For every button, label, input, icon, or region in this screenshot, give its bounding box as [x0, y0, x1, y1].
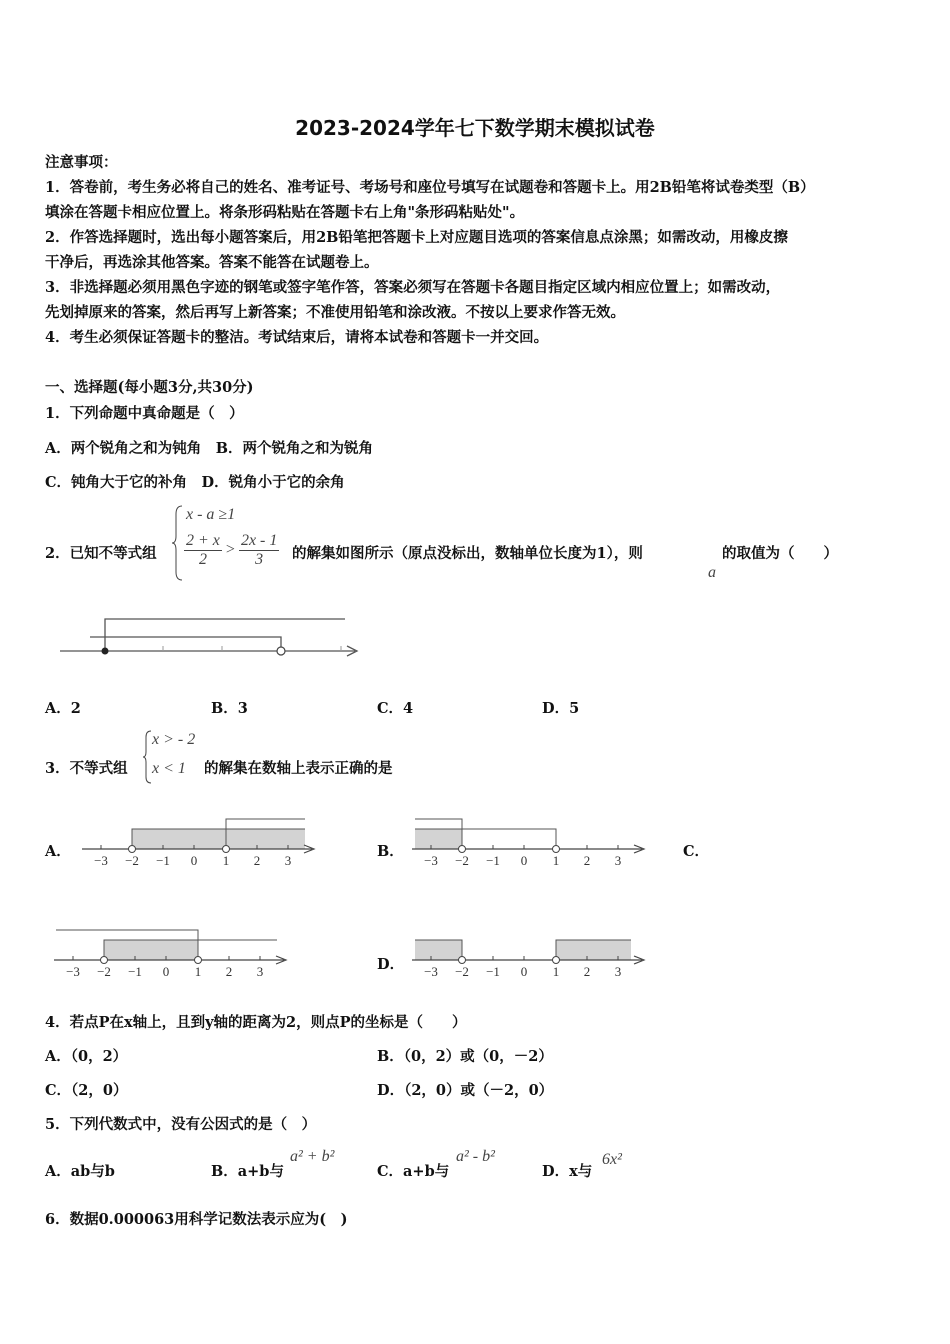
- tick-label: 0: [520, 853, 528, 868]
- q2-number-line: [55, 612, 365, 667]
- q5-option-a: A．ab与b: [45, 1163, 115, 1180]
- tick-label: −3: [424, 853, 438, 868]
- q5-option-d: D．x与: [542, 1163, 593, 1180]
- open-point: [459, 846, 466, 853]
- tick-label: −2: [97, 964, 111, 979]
- q3-option-c-number-line: [52, 926, 292, 984]
- tick-label: 0: [190, 853, 198, 868]
- tick-label: −3: [66, 964, 80, 979]
- q3-option-a-number-line: [80, 815, 320, 873]
- tick-label: 1: [552, 853, 560, 868]
- tick-label: −1: [486, 853, 500, 868]
- fraction-numerator: 2x - 1: [240, 532, 278, 549]
- q5-option-b: B．a+b与: [211, 1163, 284, 1180]
- q3-inequality-1: x > - 2: [152, 731, 196, 748]
- tick-label: 3: [614, 853, 622, 868]
- q5-option-b-expression: a² + b²: [290, 1148, 335, 1165]
- fraction-denominator: 2: [198, 551, 207, 568]
- q2-option-b: B．3: [211, 700, 248, 717]
- greater-than: >: [225, 541, 235, 559]
- solution-bracket-left: [105, 619, 345, 651]
- fraction-numerator: 2 + x: [186, 532, 220, 549]
- q3-option-d-number-line: [410, 926, 650, 984]
- notice-line: 填涂在答题卡相应位置上。将条形码粘贴在答题卡右上角"条形码粘贴处"。: [45, 204, 525, 221]
- tick-label: 2: [253, 853, 261, 868]
- shaded-region: [415, 940, 462, 960]
- tick-label: −2: [455, 964, 469, 979]
- q4-stem: 4．若点P在x轴上，且到y轴的距离为2，则点P的坐标是（ ）: [45, 1014, 467, 1031]
- tick-label: −1: [156, 853, 170, 868]
- q4-option-b: B．（0，2）或（0，－2）: [377, 1048, 553, 1065]
- tick-label: −2: [125, 853, 139, 868]
- q3-label-d: D．: [377, 956, 405, 973]
- q4-option-a: A．（0，2）: [45, 1048, 128, 1065]
- notice-heading: 注意事项：: [45, 154, 118, 171]
- tick-label: 0: [162, 964, 170, 979]
- tick-label: 2: [583, 964, 591, 979]
- open-point: [223, 846, 230, 853]
- tick-label: −3: [424, 964, 438, 979]
- notice-line: 先划掉原来的答案，然后再写上新答案；不准使用铅笔和涂改液。不按以上要求作答无效。: [45, 304, 625, 321]
- q3-prefix: 3．不等式组: [45, 760, 128, 777]
- q2-prefix: 2．已知不等式组: [45, 545, 157, 562]
- q3-label-b: B．: [377, 843, 404, 860]
- shaded-region: [104, 940, 198, 960]
- q2-option-a: A．2: [45, 700, 81, 717]
- notice-line: 1．答卷前，考生务必将自己的姓名、准考证号、考场号和座位号填写在试题卷和答题卡上。用2B铅笔将试卷类型（B）: [45, 179, 815, 196]
- q2-inequality-1: x - a ≥1: [186, 506, 236, 523]
- tick-label: 3: [614, 964, 622, 979]
- q4-option-c: C．（2，0）: [45, 1082, 128, 1099]
- tick-label: 2: [583, 853, 591, 868]
- open-point: [195, 957, 202, 964]
- notice-line: 2．作答选择题时，选出每小题答案后，用2B铅笔把答题卡上对应题目选项的答案信息点涂黑；如需改动，用橡皮擦: [45, 229, 788, 246]
- q5-option-c: C．a+b与: [377, 1163, 450, 1180]
- tick-label: −1: [486, 964, 500, 979]
- tick-label: −3: [94, 853, 108, 868]
- notice-line: 3．非选择题必须用黑色字迹的钢笔或签字笔作答，答案必须写在答题卡各题目指定区域内相应位置上；如需改动，: [45, 279, 781, 296]
- fraction-denominator: 3: [255, 551, 264, 568]
- tick-label: 1: [194, 964, 202, 979]
- q3-label-a: A．: [45, 843, 71, 860]
- tick-label: −2: [455, 853, 469, 868]
- notice-line: 4．考生必须保证答题卡的整洁。考试结束后，请将本试卷和答题卡一并交回。: [45, 329, 549, 346]
- tick-label: 3: [284, 853, 292, 868]
- open-point: [129, 846, 136, 853]
- tick-label: 1: [222, 853, 230, 868]
- shaded-region: [132, 829, 305, 849]
- q6-stem: 6．数据0.000063用科学记数法表示应为( ): [45, 1211, 348, 1228]
- q2-suffix2: 的取值为（ ）: [722, 545, 838, 562]
- q2-option-d: D．5: [542, 700, 580, 717]
- page-title: 2023-2024学年七下数学期末模拟试卷: [295, 116, 655, 140]
- q3-suffix: 的解集在数轴上表示正确的是: [204, 760, 393, 777]
- q3-inequality-2: x < 1: [152, 760, 186, 777]
- tick-label: −1: [128, 964, 142, 979]
- q4-option-d: D．（2，0）或（－2，0）: [377, 1082, 554, 1099]
- tick-label: 3: [256, 964, 264, 979]
- tick-label: 2: [225, 964, 233, 979]
- tick-label: 0: [520, 964, 528, 979]
- shaded-region: [415, 829, 462, 849]
- q2-brace: [172, 504, 184, 582]
- q5-stem: 5．下列代数式中，没有公因式的是（ ）: [45, 1116, 317, 1133]
- q1-stem: 1．下列命题中真命题是（ ）: [45, 405, 244, 422]
- q5-option-d-expression: 6x²: [602, 1151, 622, 1168]
- closed-point: [102, 648, 109, 655]
- q2-inequality-2: [184, 532, 279, 569]
- q5-option-c-expression: a² - b²: [456, 1148, 495, 1165]
- shaded-region: [556, 940, 631, 960]
- open-point: [553, 846, 560, 853]
- q2-option-c: C．4: [377, 700, 414, 717]
- open-point: [277, 647, 285, 655]
- q2-variable: a: [708, 564, 716, 581]
- section-heading: 一、选择题(每小题3分,共30分): [45, 379, 254, 396]
- solution-bracket-right: [90, 637, 281, 651]
- q3-option-b-number-line: [410, 815, 650, 873]
- open-point: [553, 957, 560, 964]
- tick-label: 1: [552, 964, 560, 979]
- q1-options-ab: A．两个锐角之和为钝角 B．两个锐角之和为锐角: [45, 440, 374, 457]
- q3-label-c: C．: [683, 843, 710, 860]
- q1-options-cd: C．钝角大于它的补角 D．锐角小于它的余角: [45, 474, 345, 491]
- open-point: [459, 957, 466, 964]
- q2-suffix: 的解集如图所示（原点没标出，数轴单位长度为1），则: [292, 545, 643, 562]
- notice-line: 干净后，再选涂其他答案。答案不能答在试题卷上。: [45, 254, 379, 271]
- open-point: [101, 957, 108, 964]
